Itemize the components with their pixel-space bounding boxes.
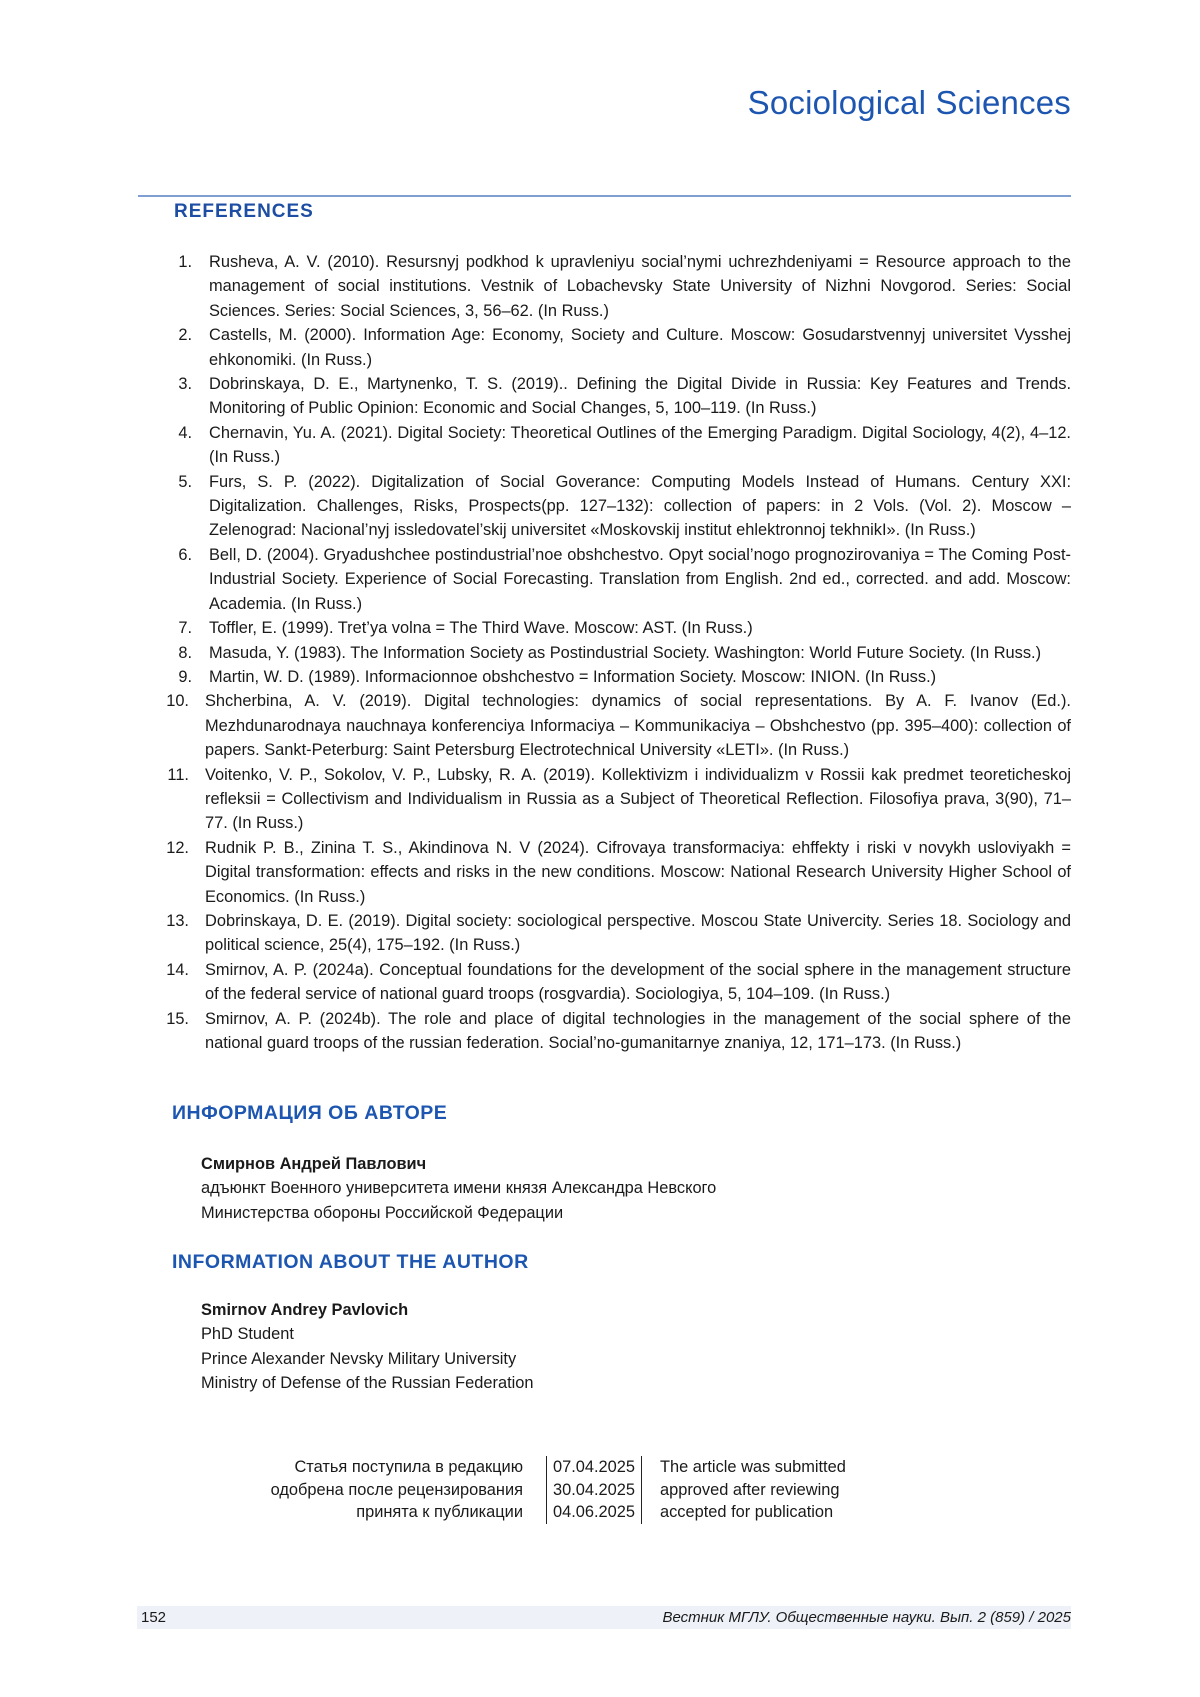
dates-labels-en <box>642 1456 846 1524</box>
references-heading: REFERENCES <box>174 201 314 223</box>
date-value: 04.06.2025 <box>551 1501 637 1524</box>
reference-text: Dobrinskaya, D. E. (2019). Digital society: sociological perspective. Moscou State Univercity. Series 18. Sociology and political science, 25(4), 175–192. (In Russ.) <box>205 912 1071 954</box>
reference-item <box>160 470 1071 543</box>
date-label-ru: одобрена после рецензирования <box>240 1479 523 1502</box>
reference-item <box>160 543 1071 616</box>
date-value: 07.04.2025 <box>551 1456 637 1479</box>
reference-item <box>160 323 1071 372</box>
reference-item <box>160 836 1071 909</box>
reference-text: Rudnik P. B., Zinina T. S., Akindinova N. V (2024). Cifrovaya transformaciya: ehffekty i riski v novykh usloviyakh = Digital transformation: effects and risks in the new conditions. Moscow: National Research University Higher School of Economics. (In Russ.) <box>205 839 1071 906</box>
reference-number: 7. <box>160 616 192 640</box>
reference-text: Rusheva, A. V. (2010). Resursnyj podkhod k upravleniyu social’nymi uchrezhdeniyami = Resource approach to the management of social institutions. Vestnik of Lobachevsky State University of Nizhni Novgorod. Series: Social Sciences. Series: Social Sciences, 3, 56–62. (In Russ.) <box>209 253 1071 320</box>
reference-number: 1. <box>160 250 192 274</box>
reference-number: 15. <box>157 1007 189 1031</box>
header-divider <box>138 195 1071 197</box>
page-footer <box>137 1606 1071 1629</box>
dates-labels-ru <box>240 1456 547 1524</box>
reference-text: Smirnov, A. P. (2024a). Conceptual foundations for the development of the social sphere in the management structure of the federal service of national guard troops (rosgvardia). Sociologiya, 5, 104–109. (In Russ.) <box>205 961 1071 1003</box>
reference-item <box>160 421 1071 470</box>
reference-number: 10. <box>157 689 189 713</box>
author-line: PhD Student <box>201 1322 534 1346</box>
author-info-en-heading: INFORMATION ABOUT THE AUTHOR <box>172 1251 529 1274</box>
date-label-en: The article was submitted <box>660 1456 846 1479</box>
reference-item <box>160 641 1071 665</box>
section-title: Sociological Sciences <box>748 84 1071 122</box>
reference-text: Shcherbina, A. V. (2019). Digital technologies: dynamics of social representations. By A. F. Ivanov (Ed.). Mezhdunarodnaya nauchnaya konferenciya Informaciya – Kommunikaciya – Obshchestvo (pp. 395–400): collection of papers. Sankt-Peterburg: Saint Petersburg Electrotechnical University «LETI». (In Russ.) <box>205 692 1071 759</box>
author-name-ru: Смирнов Андрей Павлович <box>201 1152 716 1176</box>
author-line: адъюнкт Военного университета имени князя Александра Невского <box>201 1176 716 1200</box>
date-value: 30.04.2025 <box>551 1479 637 1502</box>
date-label-en: accepted for publication <box>660 1501 846 1524</box>
date-label-ru: Статья поступила в редакцию <box>240 1456 523 1479</box>
dates-values <box>547 1456 642 1524</box>
reference-item <box>160 689 1071 762</box>
reference-text: Smirnov, A. P. (2024b). The role and place of digital technologies in the management of the social sphere of the national guard troops of the russian federation. Social’no-gumanitarnye znaniya, 12, 171–173. (In Russ.) <box>205 1010 1071 1052</box>
reference-item <box>160 958 1071 1007</box>
journal-citation: Вестник МГЛУ. Общественные науки. Вып. 2 (859) / 2025 <box>662 1606 1071 1629</box>
reference-text: Bell, D. (2004). Gryadushchee postindustrial’noe obshchestvo. Opyt social’nogo prognozirovaniya = The Coming Post-Industrial Society. Experience of Social Forecasting. Translation from English. 2nd ed., corrected. and add. Moscow: Academia. (In Russ.) <box>209 546 1071 613</box>
reference-number: 6. <box>160 543 192 567</box>
reference-number: 12. <box>157 836 189 860</box>
reference-item <box>160 1007 1071 1056</box>
author-info-en <box>201 1298 534 1395</box>
reference-number: 4. <box>160 421 192 445</box>
reference-item <box>160 616 1071 640</box>
reference-text: Voitenko, V. P., Sokolov, V. P., Lubsky, R. A. (2019). Kollektivizm i individualizm v Rossii kak predmet teoreticheskoj refleksii = Collectivism and Individualism in Russia as a Subject of Theoretical Reflection. Filosofiya prava, 3(90), 71–77. (In Russ.) <box>205 766 1071 833</box>
page-number: 152 <box>141 1606 166 1629</box>
author-line: Prince Alexander Nevsky Military University <box>201 1347 534 1371</box>
references-list <box>160 250 1071 1055</box>
reference-item <box>160 372 1071 421</box>
reference-number: 11. <box>157 763 189 787</box>
author-line: Министерства обороны Российской Федерации <box>201 1201 716 1225</box>
reference-text: Dobrinskaya, D. E., Martynenko, T. S. (2019).. Defining the Digital Divide in Russia: Key Features and Trends. Monitoring of Public Opinion: Economic and Social Changes, 5, 100–119. (In Russ.) <box>209 375 1071 417</box>
reference-text: Furs, S. P. (2022). Digitalization of Social Goverance: Computing Models Instead of Humans. Century XXI: Digitalization. Challenges, Risks, Prospects(pp. 127–132): collection of papers: in 2 Vols. (Vol. 2). Moscow – Zelenograd: Nacional’nyj issledovatel’skij universitet «Moskovskij institut ehlektronnoj tekhnikI». (In Russ.) <box>209 473 1071 540</box>
reference-item <box>160 250 1071 323</box>
reference-number: 9. <box>160 665 192 689</box>
reference-item <box>160 665 1071 689</box>
reference-number: 14. <box>157 958 189 982</box>
date-label-en: approved after reviewing <box>660 1479 846 1502</box>
reference-text: Masuda, Y. (1983). The Information Society as Postindustrial Society. Washington: World Future Society. (In Russ.) <box>209 644 1041 662</box>
author-info-ru-heading: ИНФОРМАЦИЯ ОБ АВТОРЕ <box>172 1102 447 1125</box>
reference-number: 8. <box>160 641 192 665</box>
article-dates <box>240 1456 846 1524</box>
reference-number: 3. <box>160 372 192 396</box>
date-label-ru: принята к публикации <box>240 1501 523 1524</box>
author-name-en: Smirnov Andrey Pavlovich <box>201 1298 534 1322</box>
reference-item <box>160 909 1071 958</box>
reference-text: Chernavin, Yu. A. (2021). Digital Society: Theoretical Outlines of the Emerging Paradigm. Digital Sociology, 4(2), 4–12. (In Russ.) <box>209 424 1071 466</box>
author-line: Ministry of Defense of the Russian Federation <box>201 1371 534 1395</box>
reference-text: Martin, W. D. (1989). Informacionnoe obshchestvo = Information Society. Moscow: INION. (In Russ.) <box>209 668 936 686</box>
reference-item <box>160 763 1071 836</box>
reference-number: 13. <box>157 909 189 933</box>
reference-number: 2. <box>160 323 192 347</box>
reference-number: 5. <box>160 470 192 494</box>
reference-text: Castells, M. (2000). Information Age: Economy, Society and Culture. Moscow: Gosudarstvennyj universitet Vysshej ehkonomiki. (In Russ.) <box>209 326 1071 368</box>
reference-text: Toffler, E. (1999). Tret’ya volna = The Third Wave. Moscow: AST. (In Russ.) <box>209 619 753 637</box>
author-info-ru <box>201 1152 716 1225</box>
